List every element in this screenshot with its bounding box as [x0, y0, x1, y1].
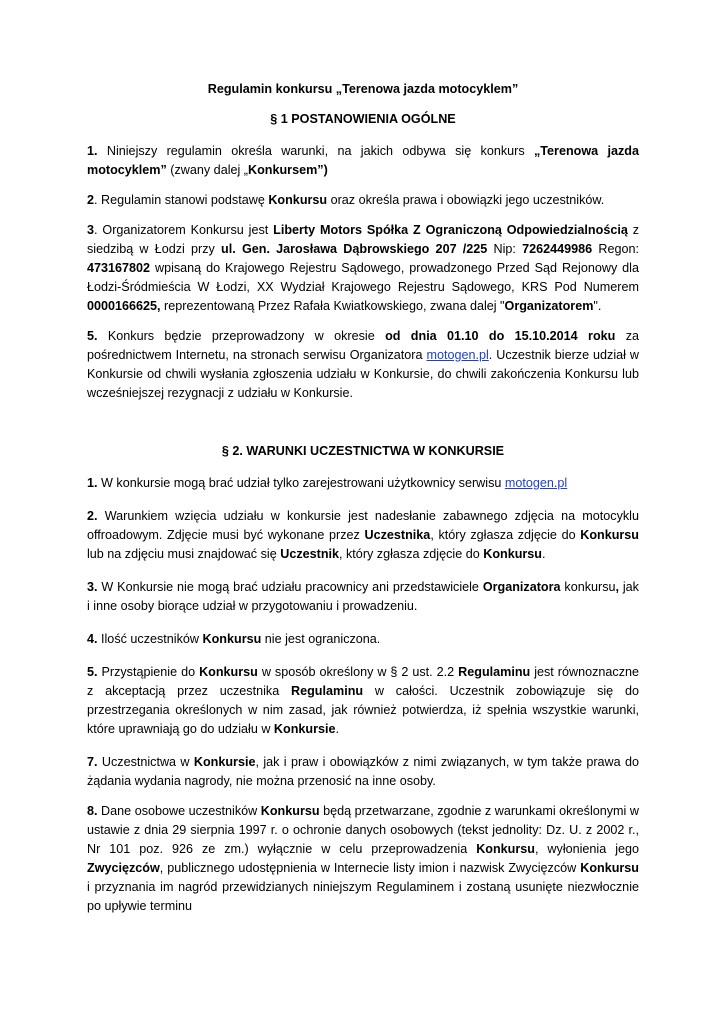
motogen-link[interactable]: motogen.pl [504, 476, 568, 490]
section-2-paragraph-1: 1. W konkursie mogą brać udział tylko zarejestrowani użytkownicy serwisu motogen.pl [87, 476, 568, 490]
document-body [87, 80, 639, 927]
section-2-paragraph-4: 4. Ilość uczestników Konkursu nie jest ograniczona. [87, 632, 381, 646]
section-2-paragraph-2: 2. Warunkiem wzięcia udziału w konkursie jest nadesłanie zabawnego zdjęcia na motocyklu offroadowym. Zdjęcie musi być wykonane przez Uczestnika, który zgłasza zdjęcie do Konkursu lub na zdjęciu musi znajdować się Uczestnik, który zgłasza zdjęcie do Konkursu. [87, 509, 639, 561]
section-1-paragraph-1: 1. Niniejszy regulamin określa warunki, na jakich odbywa się konkurs „Terenowa jazda motocyklem” (zwany dalej „Konkursem”) [87, 144, 639, 177]
section-2-heading: § 2. WARUNKI UCZESTNICTWA W KONKURSIE [221, 444, 505, 458]
section-2-paragraph-3: 3. W Konkursie nie mogą brać udziału pracownicy ani przedstawiciele Organizatora konkursu, jak i inne osoby biorące udział w przygotowaniu i prowadzeniu. [87, 580, 639, 613]
section-1-paragraph-5: 5. Konkurs będzie przeprowadzony w okresie od dnia 01.10 do 15.10.2014 roku za pośrednictwem Internetu, na stronach serwisu Organizatora motogen.pl. Uczestnik bierze udział w Konkursie od chwili wysłania zgłoszenia udziału w Konkursie, do chwili zakończenia Konkursu lub wcześniejszej rezygnacji z udziału w Konkursie. [87, 329, 640, 400]
motogen-link[interactable]: motogen.pl [426, 348, 489, 362]
section-2-paragraph-8: 8. Dane osobowe uczestników Konkursu będą przetwarzane, zgodnie z warunkami określonymi w ustawie z dnia 29 sierpnia 1997 r. o ochronie danych osobowych (tekst jednolity: Dz. U. z 2002 r., Nr 101 poz. 926 ze zm.) wyłącznie w celu przeprowadzenia Konkursu, wyłonienia jego Zwycięzców, publicznego udostępnienia w Internecie listy imion i nazwisk Zwycięzców Konkursu i przyznania im nagród przewidzianych niniejszym Regulaminem i zostaną usunięte niezwłocznie po upływie terminu [87, 804, 639, 913]
section-1-paragraph-3: 3. Organizatorem Konkursu jest Liberty Motors Spółka Z Ograniczoną Odpowiedzialnością z siedzibą w Łodzi przy ul. Gen. Jarosława Dąbrowskiego 207 /225 Nip: 7262449986 Regon: 473167802 wpisaną do Krajowego Rejestru Sądowego, prowadzonego Przed Sąd Rejonowy dla Łodzi-Śródmieścia W Łodzi, XX Wydział Krajowego Rejestru Sądowego, KRS Pod Numerem 0000166625, reprezentowaną Przez Rafała Kwiatkowskiego, zwana dalej "Organizatorem". [87, 223, 640, 313]
section-1-paragraph-2: 2. Regulamin stanowi podstawę Konkursu oraz określa prawa i obowiązki jego uczestników. [87, 193, 605, 207]
document-title: Regulamin konkursu „Terenowa jazda motocyklem” [207, 82, 519, 96]
section-2-paragraph-7: 7. Uczestnictwa w Konkursie, jak i praw i obowiązków z nimi związanych, w tym także prawa do żądania wydania nagrody, nie można przenosić na inne osoby. [87, 755, 639, 788]
section-1-heading: § 1 POSTANOWIENIA OGÓLNE [270, 112, 456, 126]
section-2-paragraph-5: 5. Przystąpienie do Konkursu w sposób określony w § 2 ust. 2.2 Regulaminu jest równoznaczne z akceptacją przez uczestnika Regulaminu w całości. Uczestnik zobowiązuje się do przestrzegania określonych w nim zasad, jak również potwierdza, iż spełnia wszystkie warunki, które uprawniają go do udziału w Konkursie. [87, 665, 639, 736]
